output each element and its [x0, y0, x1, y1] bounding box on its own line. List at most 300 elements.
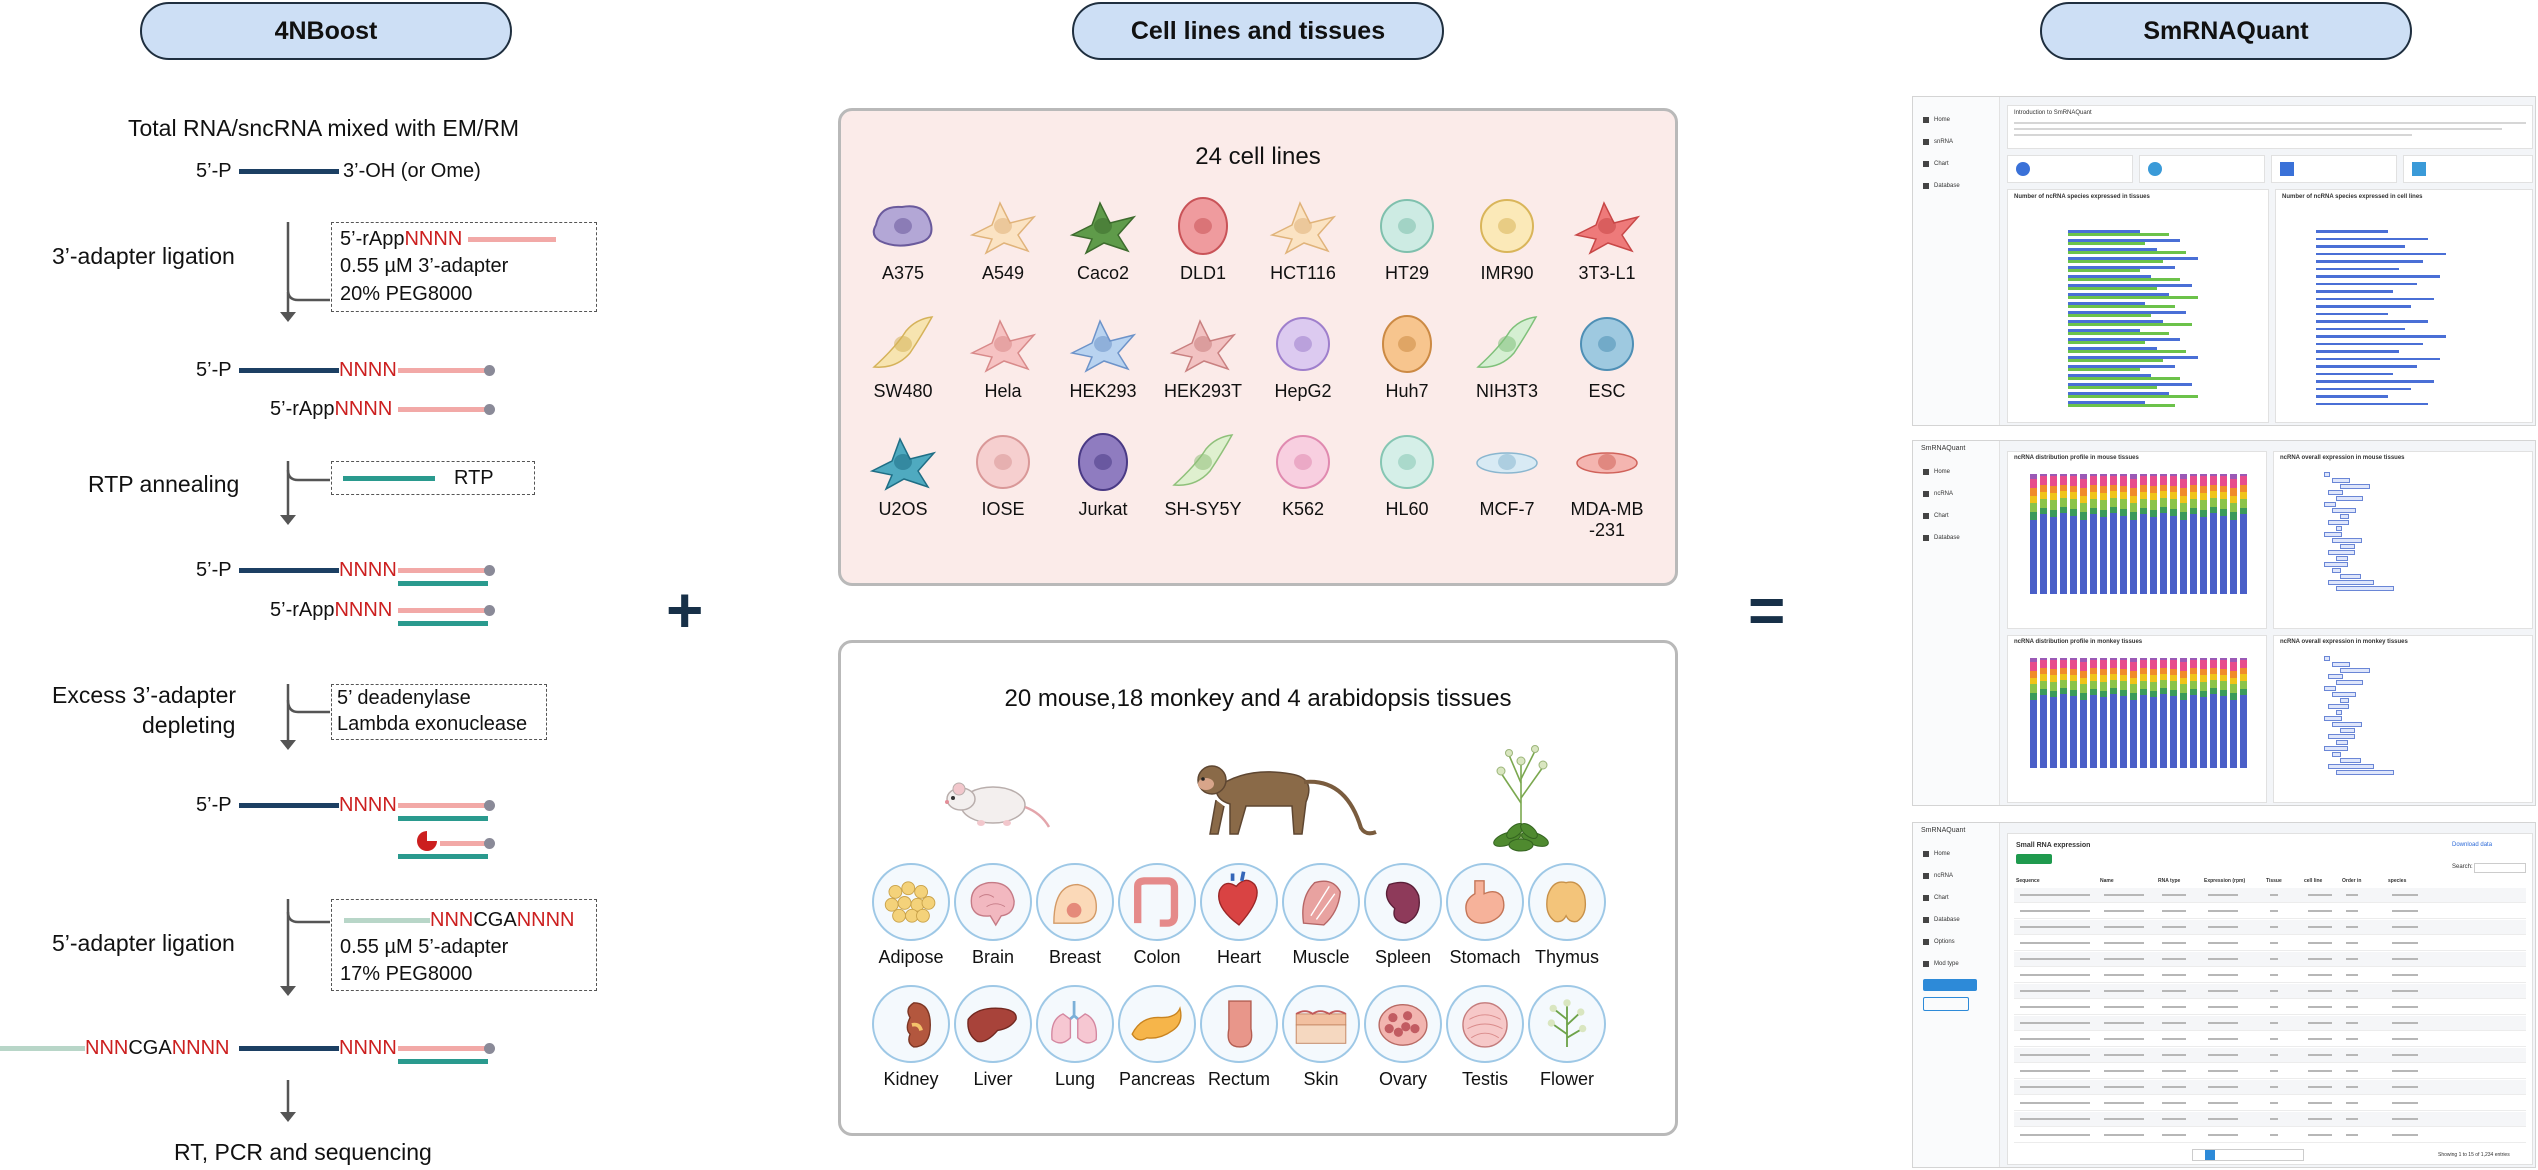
adipose-icon: [872, 863, 950, 941]
box: [2340, 668, 2370, 673]
sidebar-item-database[interactable]: Database: [1923, 177, 1989, 195]
sidebar-item-ncrna[interactable]: ncRNA: [1923, 867, 1989, 885]
cell-line-label: 3T3-L1: [1578, 263, 1636, 283]
screenshot-charts: [1912, 440, 2536, 806]
header-4nboost: 4NBoost: [140, 2, 512, 60]
tissues-panel: [838, 640, 1678, 1136]
stacked-column: [2160, 658, 2167, 768]
stacked-column: [2080, 658, 2087, 768]
kidney-icon: [872, 985, 950, 1063]
tissue-label: Breast: [1048, 947, 1102, 967]
cell-line-hct116: [1253, 195, 1353, 284]
box: [2340, 484, 2370, 489]
pancreas-icon: [1118, 985, 1196, 1063]
box: [2336, 586, 2394, 591]
bar: [2316, 365, 2417, 368]
brand: SmRNAQuant: [1921, 445, 1966, 452]
final-step: RT, PCR and sequencing: [174, 1139, 432, 1165]
stacked-column: [2050, 658, 2057, 768]
table-header[interactable]: RNA type: [2158, 878, 2181, 884]
bar: [2068, 242, 2145, 245]
bar: [2316, 328, 2405, 331]
cell-line-label: HT29: [1384, 263, 1429, 283]
expression-chart-monkey: [2273, 635, 2533, 803]
stacked-column: [2120, 658, 2127, 768]
box: [2328, 734, 2355, 739]
box: [2328, 550, 2355, 555]
bar: [2316, 283, 2417, 286]
bar: [2068, 368, 2140, 371]
stacked-column: [2220, 658, 2227, 768]
bar: [2068, 377, 2180, 380]
tissue-label: Liver: [973, 1069, 1013, 1089]
stacked-column: [2130, 474, 2137, 594]
download-link[interactable]: Download data: [2452, 842, 2493, 848]
pagination[interactable]: [2192, 1149, 2304, 1161]
cell-icon: [1570, 195, 1644, 257]
intro-card: [2007, 105, 2533, 149]
filter-button[interactable]: [1923, 979, 1977, 991]
cell-line-label: HEK293T: [1163, 381, 1243, 401]
nnnn-label: NNNN: [339, 1037, 397, 1059]
table-row[interactable]: [2014, 1016, 2526, 1031]
arrow-curve: [288, 461, 330, 480]
step-excess-adapter-depleting-2: depleting: [142, 712, 236, 738]
apply-button[interactable]: [1923, 997, 1969, 1011]
box: [2340, 698, 2349, 703]
sidebar-item-database[interactable]: Database: [1923, 529, 1989, 547]
step-excess-adapter-depleting: Excess 3’-adapter: [52, 682, 237, 708]
tissue-species-chart: [2007, 189, 2269, 423]
sidebar-item-ncrna[interactable]: ncRNA: [1923, 485, 1989, 503]
sidebar: [1913, 441, 2000, 805]
bar: [2316, 298, 2434, 301]
bar: [2068, 341, 2145, 344]
stacked-column: [2040, 658, 2047, 768]
box: [2332, 538, 2362, 543]
cell-line-label: A549: [981, 263, 1025, 283]
flower-icon: [1528, 985, 1606, 1063]
cell-line-label: HepG2: [1274, 381, 1332, 401]
cell-line-mcf-7: [1457, 431, 1557, 520]
box: [2336, 680, 2363, 685]
cell-icon: [966, 313, 1040, 375]
chart-title: ncRNA overall expression in mouse tissues: [2280, 455, 2405, 461]
table-row[interactable]: [2014, 920, 2526, 935]
box: [2324, 502, 2336, 507]
distribution-chart-monkey: [2007, 635, 2267, 803]
box: [2336, 770, 2394, 775]
bar: [2316, 380, 2434, 383]
five-prime-p: 5’-P: [196, 160, 232, 182]
stacked-column: [2130, 658, 2137, 768]
stat-card: [2007, 155, 2133, 183]
bar: [2068, 287, 2157, 290]
sidebar-item-chart[interactable]: Chart: [1923, 889, 1989, 907]
stacked-column: [2180, 658, 2187, 768]
stacked-column: [2040, 474, 2047, 594]
bar: [2316, 305, 2411, 308]
stacked-column: [2240, 474, 2247, 594]
stacked-column: [2100, 658, 2107, 768]
bar: [2068, 332, 2169, 335]
bar: [2068, 359, 2163, 362]
cell-lines-panel: [838, 108, 1678, 586]
cell-icon: [866, 431, 940, 493]
monkey-icon: [1186, 748, 1386, 838]
header-smrnaquant: SmRNAQuant: [2040, 2, 2412, 60]
cell-line-label: IOSE: [981, 499, 1025, 519]
cell-line-hek293: [1053, 313, 1153, 402]
sidebar-item-database[interactable]: Database: [1923, 911, 1989, 929]
bar: [2068, 296, 2198, 299]
bar: [2068, 386, 2157, 389]
box: [2340, 544, 2355, 549]
nnnn-label: NNNN: [339, 794, 397, 816]
table-row[interactable]: [2014, 1096, 2526, 1111]
tissue-label: Pancreas: [1118, 1069, 1196, 1089]
table-row[interactable]: [2014, 1080, 2526, 1095]
reagent-deadenylase: 5’ deadenylase: [337, 687, 471, 709]
cell-line-hela: [953, 313, 1053, 402]
table-row[interactable]: [2014, 888, 2526, 903]
step-3-adapter-ligation: 3’-adapter ligation: [52, 243, 235, 269]
free-adapter-label: 5’-rAppNNNN: [270, 599, 393, 621]
stacked-column: [2170, 658, 2177, 768]
box: [2332, 752, 2341, 757]
box: [2336, 710, 2342, 715]
expression-table-card: [2007, 833, 2533, 1165]
cell-icon: [1166, 313, 1240, 375]
chart-title: Number of ncRNA species expressed in cell lines: [2282, 194, 2423, 200]
table-row[interactable]: [2014, 936, 2526, 951]
cell-icon: [1066, 195, 1140, 257]
bar: [2068, 305, 2175, 308]
stomach-icon: [1446, 863, 1524, 941]
cell-line-label: A375: [881, 263, 925, 283]
cell-line-sh-sy5y: [1153, 431, 1253, 520]
stacked-column: [2200, 474, 2207, 594]
stacked-column: [2090, 658, 2097, 768]
export-button[interactable]: [2016, 854, 2052, 864]
bar: [2316, 230, 2388, 233]
cell-line-dld1: [1153, 195, 1253, 284]
table-header[interactable]: Name: [2100, 878, 2114, 884]
stacked-column: [2120, 474, 2127, 594]
cell-line-imr90: [1457, 195, 1557, 284]
box: [2332, 508, 2356, 513]
testis-icon: [1446, 985, 1524, 1063]
sidebar-item-home[interactable]: Home: [1923, 845, 1989, 863]
cell-icon: [866, 313, 940, 375]
table-row[interactable]: [2014, 952, 2526, 967]
table-row[interactable]: [2014, 1048, 2526, 1063]
box: [2328, 764, 2374, 769]
table-header[interactable]: Sequence: [2016, 878, 2040, 884]
cell-line-label: Hela: [984, 381, 1022, 401]
bar: [2068, 323, 2192, 326]
tissue-label: Brain: [971, 947, 1015, 967]
table-row[interactable]: [2014, 1032, 2526, 1047]
stacked-column: [2230, 658, 2237, 768]
cell-line-jurkat: [1053, 431, 1153, 520]
heart-icon: [1200, 863, 1278, 941]
stacked-column: [2050, 474, 2057, 594]
bar: [2316, 260, 2423, 263]
cell-line-label: ESC: [1588, 381, 1626, 401]
sidebar-item-snrna[interactable]: snRNA: [1923, 133, 1989, 151]
bar: [2316, 350, 2399, 353]
bar: [2316, 373, 2393, 376]
stacked-column: [2090, 474, 2097, 594]
bar: [2068, 260, 2163, 263]
sidebar-item-home[interactable]: Home: [1923, 463, 1989, 481]
table-header[interactable]: Expression (rpm): [2204, 878, 2246, 884]
tissue-flower: [1519, 985, 1615, 1090]
stacked-column: [2060, 474, 2067, 594]
bar: [2068, 278, 2180, 281]
tissues-title: 20 mouse,18 monkey and 4 arabidopsis tissues: [1004, 685, 1512, 712]
bar: [2316, 245, 2405, 248]
stacked-column: [2110, 658, 2117, 768]
bar: [2068, 395, 2198, 398]
reagent-lambda-exonuclease: Lambda exonuclease: [337, 713, 528, 735]
tissue-label: Heart: [1216, 947, 1261, 967]
brain-icon: [954, 863, 1032, 941]
cell-lines-title: 24 cell lines: [1195, 143, 1321, 170]
box: [2336, 496, 2363, 501]
cell-icon: [1370, 431, 1444, 493]
sidebar-item-options[interactable]: Options: [1923, 933, 1989, 951]
three-prime-oh: 3’-OH (or Ome): [343, 160, 481, 182]
box: [2340, 514, 2349, 519]
cell-icon: [1570, 431, 1644, 493]
box: [2336, 740, 2348, 745]
stacked-column: [2160, 474, 2167, 594]
reagent-peg-17: 17% PEG8000: [340, 963, 473, 985]
sidebar-item-chart[interactable]: Chart: [1923, 155, 1989, 173]
table-row[interactable]: [2014, 968, 2526, 983]
cell-icon: [1470, 195, 1544, 257]
stacked-column: [2180, 474, 2187, 594]
expression-chart-mouse: [2273, 451, 2533, 629]
tissue-label: Rectum: [1207, 1069, 1270, 1089]
bar: [2316, 313, 2388, 316]
stacked-column: [2200, 658, 2207, 768]
stacked-column: [2110, 474, 2117, 594]
cell-line-mda-mb-231: [1557, 431, 1657, 540]
cell-line-label: Huh7: [1385, 381, 1429, 401]
cell-line-caco2: [1053, 195, 1153, 284]
bar: [2068, 251, 2186, 254]
table-title: Small RNA expression: [2016, 842, 2091, 849]
liver-icon: [954, 985, 1032, 1063]
breast-icon: [1036, 863, 1114, 941]
bar: [2316, 238, 2428, 241]
plus-sign: +: [666, 574, 704, 646]
stat-card: [2403, 155, 2533, 183]
tissue-thymus: [1519, 863, 1615, 968]
cell-line-label: MCF-7: [1479, 499, 1535, 519]
step-5-adapter-ligation: 5’-adapter ligation: [52, 930, 235, 956]
cell-line-label: HEK293: [1069, 381, 1137, 401]
sidebar-item-mod-type[interactable]: Mod type: [1923, 955, 1989, 973]
stat-card: [2271, 155, 2397, 183]
cell-line-label: U2OS: [878, 499, 928, 519]
box: [2332, 478, 2350, 483]
bar: [2316, 268, 2399, 271]
bar: [2316, 343, 2423, 346]
cell-icon: [966, 195, 1040, 257]
tissue-label: Spleen: [1374, 947, 1432, 967]
colon-icon: [1118, 863, 1196, 941]
box: [2332, 662, 2350, 667]
box: [2324, 656, 2330, 661]
chart-title: Number of ncRNA species expressed in tissues: [2014, 194, 2150, 200]
table-header[interactable]: Tissue: [2266, 878, 2282, 884]
box: [2328, 580, 2374, 585]
table-row[interactable]: [2014, 984, 2526, 999]
table-row[interactable]: [2014, 904, 2526, 919]
adapter-rapp-label: 5’-rAppNNNN: [340, 228, 463, 250]
tissue-label: Ovary: [1378, 1069, 1427, 1089]
cell-line-sw480: [853, 313, 953, 402]
box: [2324, 532, 2342, 537]
table-footer: Showing 1 to 15 of 1,234 entries: [2438, 1152, 2510, 1158]
cell-line-hl60: [1357, 431, 1457, 520]
cell-icon: [1570, 313, 1644, 375]
reagent-peg-20: 20% PEG8000: [340, 283, 473, 305]
stacked-column: [2190, 474, 2197, 594]
nnnn-label: NNNN: [339, 559, 397, 581]
cell-line-label: SW480: [873, 381, 933, 401]
cell-icon: [1166, 431, 1240, 493]
search-input[interactable]: [2474, 863, 2526, 873]
box: [2340, 728, 2355, 733]
cell-line-label: NIH3T3: [1475, 381, 1538, 401]
stacked-column: [2220, 474, 2227, 594]
intro-title: Introduction to SmRNAQuant: [2014, 110, 2092, 116]
cell-line-esc: [1557, 313, 1657, 402]
table-header[interactable]: species: [2388, 878, 2407, 884]
box: [2340, 758, 2361, 763]
muscle-icon: [1282, 863, 1360, 941]
tissue-label: Thymus: [1534, 947, 1599, 967]
box: [2324, 562, 2348, 567]
tissue-label: Stomach: [1449, 947, 1521, 967]
cell-icon: [866, 195, 940, 257]
five-prime-p: 5’-P: [196, 359, 232, 381]
table-row[interactable]: [2014, 1000, 2526, 1015]
table-row[interactable]: [2014, 1112, 2526, 1127]
cell-line-label: SH-SY5Y: [1164, 499, 1242, 519]
tissue-label: Adipose: [878, 947, 944, 967]
bar: [2316, 335, 2446, 338]
cell-icon: [1266, 431, 1340, 493]
bar: [2316, 275, 2440, 278]
box: [2332, 692, 2356, 697]
stacked-column: [2230, 474, 2237, 594]
stacked-column: [2100, 474, 2107, 594]
arrow-curve: [288, 684, 330, 712]
bar: [2316, 290, 2393, 293]
cell-line-a549: [953, 195, 1053, 284]
cell-icon: [1370, 313, 1444, 375]
workflow-title: Total RNA/sncRNA mixed with EM/RM: [128, 115, 520, 141]
arabidopsis-icon: [1481, 743, 1561, 853]
table-row[interactable]: [2014, 1064, 2526, 1079]
table-row[interactable]: [2014, 1128, 2526, 1143]
tissue-label: Muscle: [1292, 947, 1350, 967]
thymus-icon: [1528, 863, 1606, 941]
cell-line-a375: [853, 195, 953, 284]
distribution-chart-mouse: [2007, 451, 2267, 629]
cell-line-hepg2: [1253, 313, 1353, 402]
sidebar-item-chart[interactable]: Chart: [1923, 507, 1989, 525]
lung-icon: [1036, 985, 1114, 1063]
workflow-arrows: [0, 0, 620, 1170]
box: [2324, 746, 2348, 751]
cell-icon: [1370, 195, 1444, 257]
screenshot-table: [1912, 822, 2536, 1168]
equals-sign: =: [1748, 574, 1786, 646]
chart-title: ncRNA distribution profile in mouse tissues: [2014, 455, 2139, 461]
sidebar-item-home[interactable]: Home: [1923, 111, 1989, 129]
stacked-column: [2140, 474, 2147, 594]
stacked-column: [2070, 474, 2077, 594]
stacked-column: [2210, 658, 2217, 768]
cell-species-chart: [2275, 189, 2533, 423]
table-header[interactable]: cell line: [2304, 878, 2323, 884]
bar: [2068, 314, 2151, 317]
reagent-5-adapter-conc: 0.55 µM 5’-adapter: [340, 936, 509, 958]
cell-icon: [1066, 313, 1140, 375]
cell-line-label: HCT116: [1270, 263, 1336, 283]
bar: [2316, 388, 2411, 391]
ovary-icon: [1364, 985, 1442, 1063]
bar: [2316, 395, 2388, 398]
bar: [2068, 350, 2186, 353]
bar: [2316, 403, 2428, 406]
box: [2328, 674, 2343, 679]
free-adapter-label: 5’-rAppNNNN: [270, 398, 393, 420]
bar: [2068, 233, 2169, 236]
box: [2332, 722, 2362, 727]
cell-line-label: IMR90: [1480, 263, 1534, 283]
cell-line-label: K562: [1281, 499, 1325, 519]
rectum-icon: [1200, 985, 1278, 1063]
stacked-column: [2030, 474, 2037, 594]
tissue-label: Testis: [1461, 1069, 1508, 1089]
cell-line-label: Jurkat: [1078, 499, 1128, 519]
box: [2324, 716, 2342, 721]
tissue-label: Flower: [1539, 1069, 1594, 1089]
five-prime-p: 5’-P: [196, 559, 232, 581]
table-header[interactable]: Order in: [2342, 878, 2362, 884]
box: [2328, 704, 2349, 709]
cell-line-3t3-l1: [1557, 195, 1657, 284]
skin-icon: [1282, 985, 1360, 1063]
stacked-column: [2210, 474, 2217, 594]
brand: SmRNAQuant: [1921, 827, 1966, 834]
stacked-column: [2140, 658, 2147, 768]
cell-line-label: DLD1: [1179, 263, 1227, 283]
cell-icon: [1066, 431, 1140, 493]
bar: [2316, 253, 2446, 256]
tissue-label: Kidney: [883, 1069, 939, 1089]
stacked-column: [2080, 474, 2087, 594]
cell-line-huh7: [1357, 313, 1457, 402]
